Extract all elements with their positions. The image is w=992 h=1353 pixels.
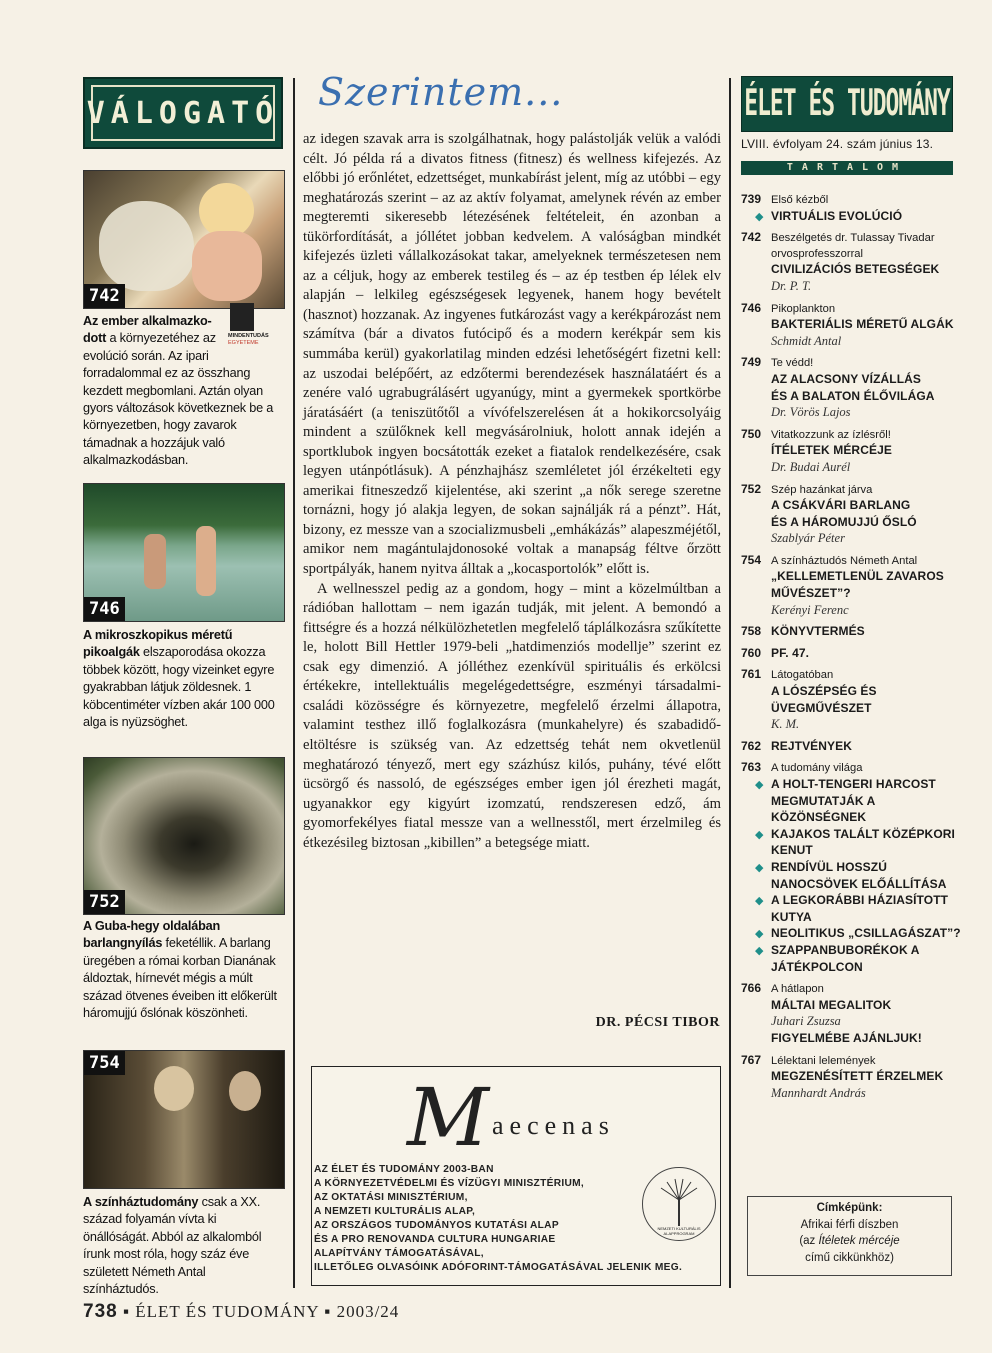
seal-text: NEMZETI KULTURÁLIS ALAPPROGRAM [657, 1226, 701, 1236]
page-badge: 754 [84, 1051, 125, 1075]
caption-742 [83, 313, 283, 470]
sponsor-line: AZ ÉLET ÉS TUDOMÁNY 2003-BAN [314, 1164, 494, 1175]
nka-seal-icon [642, 1167, 716, 1241]
maecenas-box [311, 1066, 721, 1286]
toc-sub-title: NEOLITIKUS „CSILLAGÁSZAT”? [771, 926, 961, 941]
logo-spacer [225, 313, 283, 347]
toc-sub-title: JÁTÉKPOLCON [771, 959, 863, 974]
caption-752 [83, 918, 283, 1022]
toc-page-number: 742 [741, 230, 762, 245]
cover-line-2-pre: (az [799, 1235, 819, 1247]
caption-text: csak a XX. század folyamán vívta ki önállóságát. Abból az alkalomból írunk most róla, hogy száz éve született Németh Antal színháztudós. [83, 1195, 262, 1297]
toc-entry[interactable] [741, 553, 956, 619]
page-badge: 742 [84, 284, 125, 308]
toc-author: Schmidt Antal [771, 333, 842, 348]
toc-kicker: Első kézből [771, 194, 829, 206]
issue-line: LVIII. évfolyam 24. szám június 13. [741, 137, 934, 151]
diamond-bullet-icon: ◆ [755, 210, 764, 223]
toc-entry[interactable] [741, 760, 961, 976]
toc-title: FIGYELMÉBE AJÁNLJUK! [771, 1030, 922, 1045]
page-footer [83, 1301, 399, 1323]
logo-text-2: EGYETEME [228, 340, 259, 346]
toc-page-number: 762 [741, 738, 762, 753]
toc-sub-title: NANOCSÖVEK ELŐÁLLÍTÁSA [771, 876, 947, 891]
toc-sub-title: MEGMUTATJÁK A [771, 793, 876, 808]
caption-bold: Az ember alkalmazkodott [83, 314, 212, 346]
caption-text: feketéllik. A barlang üregében a római korban Dianának áldoztak, hírnevét mégis a múlt század ötvenes éveiben itt előkerült háromujjú őslónak köszönheti. [83, 936, 277, 1021]
table-of-contents [741, 192, 961, 1107]
valogato-header [83, 77, 283, 149]
caption-754 [83, 1194, 283, 1298]
toc-label: TARTALOM [741, 161, 953, 175]
toc-sub-title: KÖZÖNSÉGNEK [771, 810, 867, 825]
toc-sub-title: VIRTUÁLIS EVOLÚCIÓ [771, 208, 903, 223]
toc-page-number: 746 [741, 300, 762, 315]
sheep-shape [99, 201, 194, 291]
magazine-masthead [741, 76, 953, 132]
diamond-bullet-icon: ◆ [755, 928, 764, 941]
toc-author: Juhari Zsuzsa [771, 1014, 841, 1029]
toc-page-number: 752 [741, 481, 762, 496]
toc-author: Dr. P. T. [771, 278, 812, 293]
toc-sub-title: KAJAKOS TALÁLT KÖZÉPKORI [771, 826, 955, 841]
toc-page-number: 760 [741, 645, 762, 660]
toc-author: Mannhardt András [771, 1085, 866, 1100]
toc-entry[interactable] [741, 667, 956, 733]
toc-author: K. M. [771, 717, 800, 732]
toc-sub-title: SZAPPANBUBORÉKOK A [771, 942, 920, 957]
toc-page-number: 758 [741, 624, 762, 639]
toc-sub-title: A HOLT-TENGERI HARCOST [771, 777, 936, 791]
toc-title: MEGZENÉSÍTETT ÉRZELMEK [771, 1069, 944, 1084]
toc-title: ÍTÉLETEK MÉRCÉJE [771, 443, 892, 458]
cover-line-2-italic: Ítéletek mércéje [818, 1235, 900, 1247]
toc-title: ÉS A HÁROMUJJÚ ŐSLÓ [771, 514, 917, 529]
cover-line-3: című cikkünkhöz) [805, 1251, 894, 1264]
person-2-shape [196, 526, 216, 596]
sponsor-line: A NEMZETI KULTURÁLIS ALAP, [314, 1206, 476, 1217]
child-head-shape [199, 183, 254, 238]
diamond-bullet-icon: ◆ [755, 895, 764, 908]
footer-magazine: ÉLET ÉS TUDOMÁNY [135, 1302, 320, 1321]
footer-separator: ▪ [324, 1302, 332, 1321]
sponsor-line: ILLETŐLEG OLVASÓINK ADÓFORINT-TÁMOGATÁSÁVAL JELENIK MEG. [314, 1262, 683, 1273]
toc-sub-title: KUTYA [771, 909, 812, 924]
sponsor-line: AZ OKTATÁSI MINISZTÉRIUM, [314, 1192, 468, 1203]
footer-page-number: 738 [83, 1301, 118, 1322]
toc-page-number: 754 [741, 552, 762, 567]
toc-sub-title: A LEGKORÁBBI HÁZIASÍTOTT [771, 893, 949, 908]
child-body-shape [192, 231, 262, 301]
toc-page-number: 750 [741, 426, 762, 441]
toc-entry[interactable] [741, 230, 956, 295]
toc-title: „KELLEMETLENÜL ZAVAROS [771, 569, 944, 584]
sponsor-line: ÉS A PRO RENOVANDA CULTURA HUNGARIAE [314, 1234, 556, 1245]
toc-entry[interactable] [741, 192, 956, 225]
toc-title: CIVILIZÁCIÓS BETEGSÉGEK [771, 262, 940, 277]
person-1-shape [144, 534, 166, 589]
cover-caption [747, 1196, 952, 1276]
footer-separator: ▪ [122, 1302, 130, 1321]
toc-title: MÁLTAI MEGALITOK [771, 997, 892, 1012]
toc-kicker: Vitatkozzunk az ízlésről! [771, 428, 891, 441]
toc-kicker: orvosprofesszorral [771, 247, 864, 260]
toc-headline: PF. 47. [771, 645, 810, 660]
toc-sub-title: KENUT [771, 843, 813, 858]
toc-kicker: Pikoplankton [771, 302, 836, 315]
toc-entry[interactable] [741, 482, 956, 548]
face-2-shape [229, 1071, 261, 1111]
valogato-title: VÁLOGATÓ [91, 85, 275, 141]
sponsor-line: AZ ORSZÁGOS TUDOMÁNYOS KUTATÁSI ALAP [314, 1220, 559, 1231]
column-rule-left [293, 78, 295, 1288]
toc-author: Dr. Budai Aurél [771, 459, 851, 474]
toc-entry[interactable] [741, 355, 956, 421]
caption-bold: A mikroszkopikus méretű pikoalgák [83, 628, 233, 660]
page-badge: 752 [84, 890, 125, 914]
caption-bold: A színháztudomány [83, 1195, 199, 1209]
diamond-bullet-icon: ◆ [755, 828, 764, 841]
maecenas-initial: M [407, 1071, 489, 1164]
toc-kicker: A színháztudós Németh Antal [771, 554, 918, 567]
caption-bold: A Guba-hegy oldalában barlangnyílás [83, 919, 221, 951]
toc-page-number: 739 [741, 192, 762, 206]
footer-issue: 2003/24 [336, 1302, 400, 1321]
toc-page-number: 766 [741, 981, 762, 996]
toc-author: Kerényi Ferenc [771, 602, 849, 617]
sponsor-line: A KÖRNYEZETVÉDELMI ÉS VÍZÜGYI MINISZTÉRIUM, [314, 1178, 585, 1189]
toc-headline: KÖNYVTERMÉS [771, 624, 865, 639]
face-1-shape [154, 1066, 194, 1111]
toc-title: A CSÁKVÁRI BARLANG [771, 498, 911, 513]
cover-line-1: Afrikai férfi díszben [800, 1218, 899, 1231]
diamond-bullet-icon: ◆ [755, 944, 764, 957]
article-author: DR. PÉCSI TIBOR [595, 1015, 720, 1030]
toc-entry[interactable] [741, 981, 956, 1047]
toc-entry[interactable] [741, 427, 956, 477]
column-rule-right [729, 78, 731, 1288]
toc-sub-title: RENDÍVÜL HOSSZÚ [771, 859, 887, 874]
toc-kicker: Beszélgetés dr. Tulassay Tivadar [771, 232, 935, 245]
caption-746 [83, 627, 283, 731]
toc-page-number: 749 [741, 355, 762, 370]
toc-entry[interactable] [741, 301, 956, 351]
toc-page-number: 763 [741, 760, 762, 775]
cover-label: Címképünk: [816, 1202, 883, 1214]
photo-746 [83, 483, 285, 622]
toc-title: AZ ALACSONY VÍZÁLLÁS [771, 371, 922, 386]
article-paragraph-2: A wellnesszel pedig az a gondom, hogy – mint a közelmúltban a rádióban hallottam – nem igazán tudják, mit jelent. A bemondó a fittségre és a hozzá nélkülözhetetlen megfelelő táplálkozásra szűkítette le, holott Bill Hettler 1979-beli „hatdimenziós modellje” szerint ez csak egy dimenzió. A jólléthez ezenkívül spirituális és erkölcsi értékekre, intellektuális megelégedettségre, eszményi társadalmi-családi közösségre és környezetre, megfelelő érzelmi állapotra, valamint testhez illő foglalkozásra (munkahelyre) és szabadidő-eltöltésre is szükség van. Az edzettség tehát nem okvetlenül meghatározó tényező, mert egy százhúsz kilós, puhány, tévé előtt ücsörgő és nassoló, de egészséges ember igen jól érezheti magát, ugyanakkor egy kigyúrt izomzatú, rendszeresen edző, ám gyomorfekélyes fiatal messze van a wellnesstől, mert érzelmileg és étkezésileg biztosan „kibillen” a betegsége miatt. [303, 580, 721, 851]
page-badge: 746 [84, 597, 125, 621]
toc-title: A LÓSZÉPSÉG ÉS [771, 684, 877, 699]
photo-742 [83, 170, 285, 309]
toc-kicker: Látogatóban [771, 669, 834, 682]
toc-author: Szablyár Péter [771, 531, 845, 546]
toc-title: MŰVÉSZET”? [771, 586, 851, 601]
sponsor-line: ALAPÍTVÁNY TÁMOGATÁSÁVAL, [314, 1248, 484, 1259]
article-body [303, 130, 721, 853]
photo-754 [83, 1050, 285, 1189]
toc-kicker: Te védd! [771, 357, 814, 370]
toc-kicker: Lélektani lelemények [771, 1054, 876, 1067]
toc-entry[interactable] [741, 739, 956, 756]
magazine-title: ÉLET ÉS TUDOMÁNY [744, 83, 950, 125]
diamond-bullet-icon: ◆ [755, 779, 764, 791]
toc-headline: REJTVÉNYEK [771, 738, 853, 753]
toc-author: Dr. Vörös Lajos [771, 405, 851, 420]
toc-kicker: Szép hazánkat járva [771, 483, 873, 496]
toc-page-number: 761 [741, 667, 762, 682]
caption-text: elszaporodása okozza többek között, hogy vizeinket egyre gyakrabban látjuk zöldesnek. 1 köbcentiméter vízben akár 100 000 alga is nyüzsöghet. [83, 645, 275, 730]
toc-title: ÜVEGMŰVÉSZET [771, 700, 872, 715]
toc-entry[interactable] [741, 624, 956, 641]
logo-text-1: MINDENTUDÁS [228, 333, 269, 339]
photo-752 [83, 757, 285, 915]
toc-entry[interactable] [741, 646, 956, 663]
szerintem-heading: Szerintem... [318, 70, 564, 114]
toc-title: BAKTERIÁLIS MÉRETŰ ALGÁK [771, 317, 954, 332]
toc-title: ÉS A BALATON ÉLŐVILÁGA [771, 388, 935, 403]
maecenas-word: aecenas [492, 1111, 615, 1140]
toc-kicker: A hátlapon [771, 983, 824, 996]
diamond-bullet-icon: ◆ [755, 861, 764, 874]
toc-entry[interactable] [741, 1053, 956, 1103]
caption-text: a környezetéhez az evolúció során. Az ipari forradalommal ez az összhang kezdett megbomlani. Aztán olyan gyors változások következnek be a környezetben, hogy zavarok támadnak a hozzájuk való alkalmazkodásban. [83, 331, 274, 468]
toc-page-number: 767 [741, 1052, 762, 1067]
article-paragraph-1: az idegen szavak arra is szolgálhatnak, hogy palástolják velük a valódi célt. Jó példa rá a divatos fitness (fitnesz) és wellness kifejezés. Az előbbi jó erőnlétet, edzettséget, munkabírást jelent, míg az utóbbi – egy meghatározás szerint – az az aktív folyamat, amelynek révén az ember megteremti sikeresebb létezésének feltételeit, én azonban a tükörfordítását, a jóllétet jobban kedvelem. A valóságban mindkét kifejezés üzleti vállalkozásokat takar, amelyeknek természetesen nem az a céljuk, hogy az emberek testileg és – az ép testben ép lélek elv alapján – lelkileg egészségesek legyenek, hanem hogy bevételt (hasznot) hozzanak. Az ingyenes futkározást vagy a kerékpározást nem számítva (bár a divatos futócipő és a modern kerékpár sem kis summába kerül) gyakorlatilag minden edzési lehetőségért fizetni kell: az uszodai belépőért, az edzőtermi berendezések használatáért és a zenére való ugrabugrálásért ugyanúgy, mint a gyermekek sportkörbe járatásáért (a teniszütőtől a vívófelszerelésen át a hokikorcsolyáig mindent a szülőknek kell megvásárolniuk, holott annak idején a sportklubok ingyen bocsátották ezeket a fiatalok rendelkezésére, csak legyen utánpótlásuk). A pénzhajhász szemléletet jól érzékelteti egy amerikai fitneszedző kijelentése, aki szerint „a nők serege szeretne tornázni, hogy jó alakja legyen, de sokan sajnálják rá a pénzt”. Hát, bizony, ez messze van a szocializmusbeli „emhákázás” alapeszméjétől, amikor nem magántulajdonosoké voltak a manapság féltve őrzött sportpályák, hanem nyitva álltak a „kocasportolók” előtt is. [303, 131, 721, 578]
toc-kicker: A tudomány világa [771, 762, 863, 775]
